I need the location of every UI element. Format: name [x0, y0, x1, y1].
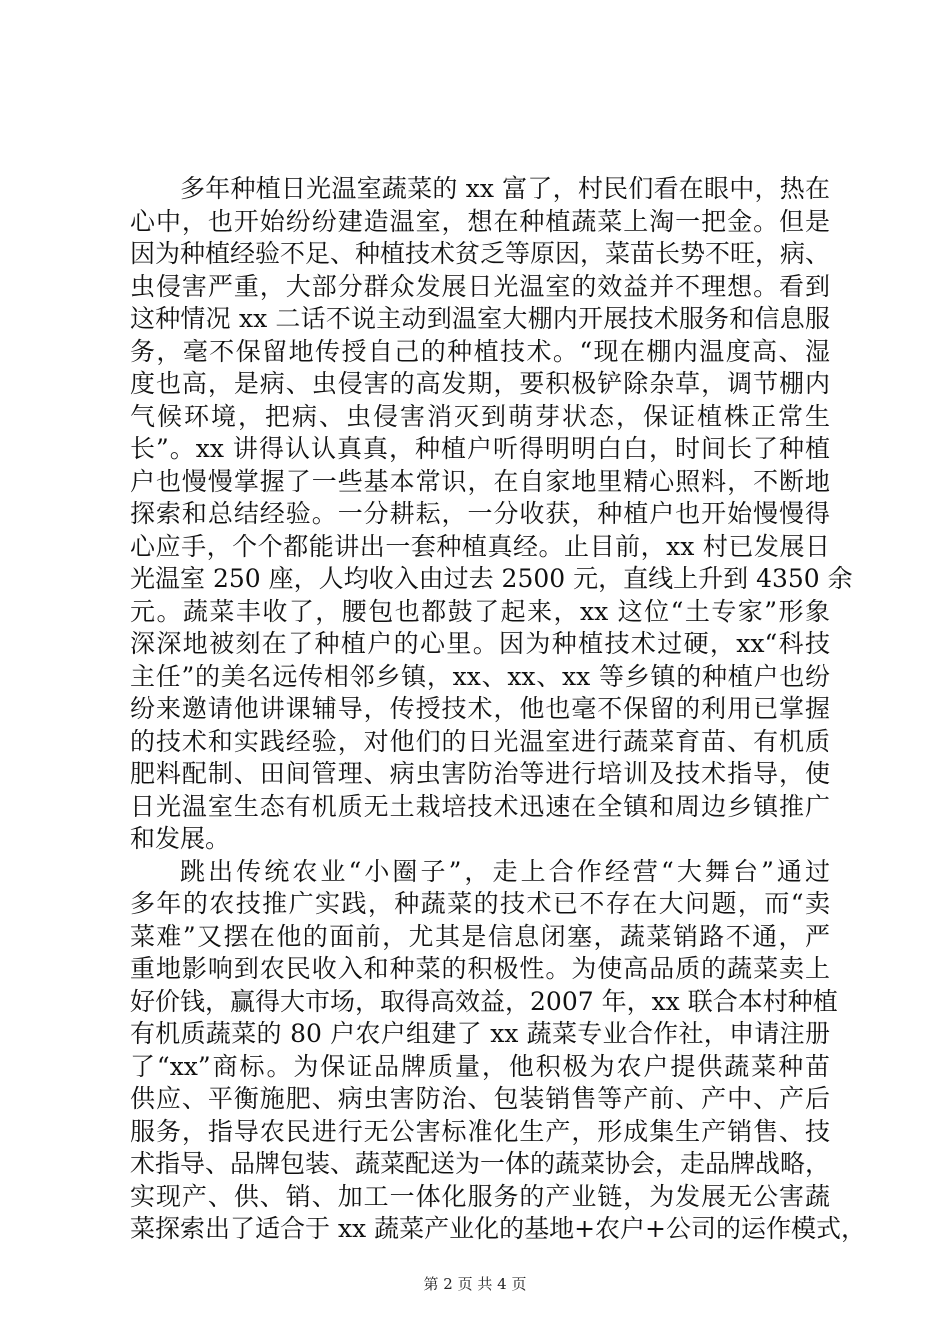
text-line: 度也高，是病、虫侵害的高发期，要积极铲除杂草，调节棚内 [130, 369, 830, 398]
document-body [130, 173, 866, 1246]
text-line: 了“xx”商标。为保证品牌质量，他积极为农户提供蔬菜种苗 [130, 1051, 830, 1081]
paragraph-2 [130, 856, 866, 1246]
text-line: 多年种植日光温室蔬菜的 xx 富了，村民们看在眼中，热在 [180, 174, 830, 203]
text-line: 虫侵害严重，大部分群众发展日光温室的效益并不理想。看到 [130, 271, 830, 301]
text-line: 务，毫不保留地传授自己的种植技术。“现在棚内温度高、湿 [130, 336, 830, 366]
text-line: 好价钱，赢得大市场，取得高效益，2007 年，xx 联合本村种植 [130, 986, 838, 1016]
text-line: 长”。xx 讲得认认真真，种植户听得明明白白，时间长了种植 [130, 434, 830, 463]
text-line: 主任”的美名远传相邻乡镇，xx、xx、xx 等乡镇的种植户也纷 [130, 661, 830, 691]
page-number-footer: 第 2 页 共 4 页 [423, 1275, 527, 1293]
text-line: 和发展。 [130, 824, 231, 853]
text-line: 日光温室生态有机质无土栽培技术迅速在全镇和周边乡镇推广 [130, 791, 830, 821]
text-line: 因为种植经验不足、种植技术贫乏等原因，菜苗长势不旺，病、 [130, 239, 831, 268]
text-line: 供应、平衡施肥、病虫害防治、包装销售等产前、产中、产后 [130, 1084, 830, 1113]
text-line: 气候环境，把病、虫侵害消灭到萌芽状态，保证植株正常生 [130, 401, 830, 431]
text-line: 户也慢慢掌握了一些基本常识，在自家地里精心照料，不断地 [130, 466, 830, 496]
text-line: 光温室 250 座，人均收入由过去 2500 元，直线上升到 4350 余 [130, 564, 853, 593]
text-line: 服务，指导农民进行无公害标准化生产，形成集生产销售、技 [130, 1116, 830, 1146]
text-line: 多年的农技推广实践，种蔬菜的技术已不存在大问题，而“卖 [130, 889, 830, 918]
text-line: 有机质蔬菜的 80 户农户组建了 xx 蔬菜专业合作社，申请注册 [130, 1019, 830, 1048]
text-line: 菜探索出了适合于 xx 蔬菜产业化的基地+农户+公司的运作模式， [130, 1214, 866, 1243]
text-line: 这种情况 xx 二话不说主动到温室大棚内开展技术服务和信息服 [130, 304, 830, 333]
paragraph-1 [130, 173, 853, 856]
text-line: 实现产、供、销、加工一体化服务的产业链，为发展无公害蔬 [130, 1181, 830, 1211]
text-line: 深深地被刻在了种植户的心里。因为种植技术过硬，xx“科技 [130, 629, 830, 658]
text-line: 重地影响到农民收入和种菜的积极性。为使高品质的蔬菜卖上 [130, 954, 830, 983]
text-line: 的技术和实践经验，对他们的日光温室进行蔬菜育苗、有机质 [130, 726, 830, 756]
text-line: 肥料配制、田间管理、病虫害防治等进行培训及技术指导，使 [130, 759, 830, 788]
text-line: 心中，也开始纷纷建造温室，想在种植蔬菜上淘一把金。但是 [130, 206, 830, 236]
text-line: 探索和总结经验。一分耕耘，一分收获，种植户也开始慢慢得 [130, 499, 830, 528]
text-line: 心应手，个个都能讲出一套种植真经。止目前，xx 村已发展日 [130, 531, 830, 561]
text-line: 菜难”又摆在他的面前，尤其是信息闭塞，蔬菜销路不通，严 [130, 921, 830, 951]
text-line: 术指导、品牌包装、蔬菜配送为一体的蔬菜协会，走品牌战略， [130, 1149, 831, 1178]
text-line: 元。蔬菜丰收了，腰包也都鼓了起来，xx 这位“土专家”形象 [130, 596, 830, 626]
text-line: 跳出传统农业“小圈子”，走上合作经营“大舞台”通过 [180, 856, 830, 886]
text-line: 纷来邀请他讲课辅导，传授技术，他也毫不保留的利用已掌握 [130, 694, 830, 723]
